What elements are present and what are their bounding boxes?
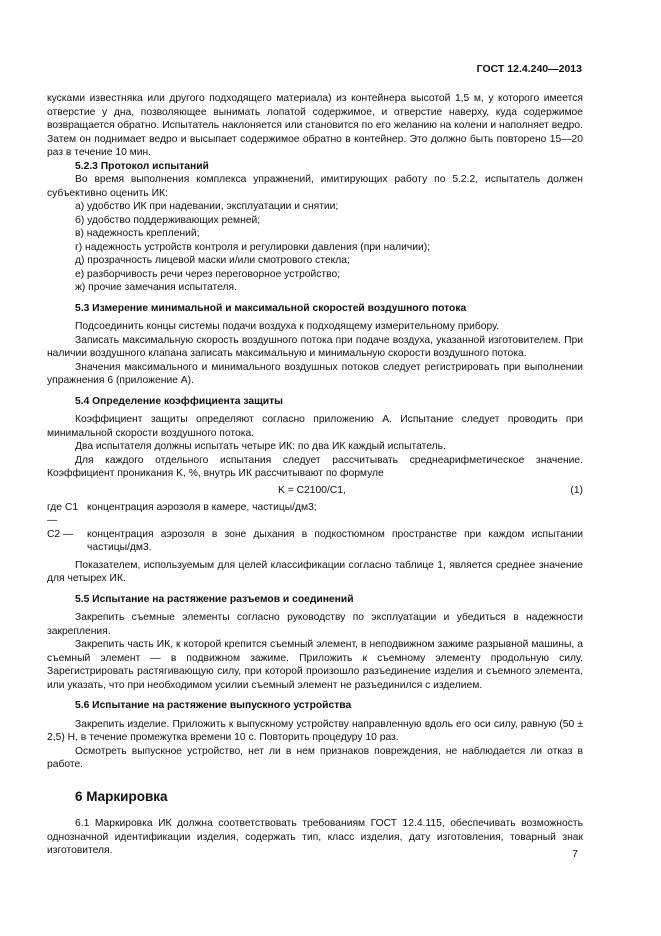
list-item: г) надежность устройств контроля и регулировки давления (при наличии); [75, 241, 430, 253]
list-item: ж) прочие замечания испытателя. [75, 282, 237, 293]
paragraph: Подсоединить концы системы подачи воздуха к подходящему измерительному прибору. [75, 321, 500, 332]
paragraph: Осмотреть выпускное устройство, нет ли в нем признаков повреждения, не наблюдается ли отказ в работе. [47, 745, 583, 770]
paragraph: Показателем, используемым для целей классификации согласно таблице 1, является среднее значение для четырех ИК. [47, 559, 583, 584]
intro-paragraph: кусками известняка или другого подходящего материала) из контейнера высотой 1,5 м, у которого имеется отверстие у дна, позволяющее вынимать лопатой содержимое, и отверстие наверху, куда содержимое возвращается обратно. Испытатель наклоняется или становится по его желанию на колени и наполняет ведро. Затем он поднимает ведро и высыпает содержимое обратно в контейнер. Это должно быть повторено 15—20 раз в течение 10 мин. [47, 93, 583, 158]
formula-legend [47, 501, 583, 555]
document-code: ГОСТ 12.4.240—2013 [476, 63, 582, 75]
section-heading-5-3: 5.3 Измерение минимальной и максимальной скоростей воздушного потока [75, 302, 467, 314]
list-item: в) надежность креплений; [75, 228, 200, 239]
legend-description: концентрация аэрозоля в камере, частицы/дм3; [87, 501, 317, 513]
paragraph: Для каждого отдельного испытания следует рассчитывать среднеарифметическое значение. Коэффициент проникания K, %, внутрь ИК рассчитывают по формуле [47, 454, 583, 479]
formula-1 [47, 483, 583, 499]
section-heading-6: 6 Маркировка [75, 788, 168, 804]
paragraph: Закрепить изделие. Приложить к выпускному устройству направленную вдоль его оси силу, равную (50 ± 2,5) Н, в течение промежутка времени 10 с. Повторить процедуру 10 раз. [47, 718, 583, 743]
paragraph: Во время выполнения комплекса упражнений, имитирующих работу по 5.2.2, испытатель должен субъективно оценить ИК: [47, 174, 583, 199]
list-item: а) удобство ИК при надевании, эксплуатации и снятии; [75, 201, 339, 212]
legend-symbol: где C1 — [47, 501, 79, 526]
list-item: д) прозрачность лицевой маски и/или смотрового стекла; [75, 255, 350, 266]
paragraph: 6.1 Маркировка ИК должна соответствовать требованиям ГОСТ 12.4.115, обеспечивать возможность однозначной идентификации изделия, содержать тип, класс изделия, дату изготовления, товарный знак изготовителя. [47, 818, 583, 856]
section-heading-5-6: 5.6 Испытание на растяжение выпускного устройства [75, 700, 352, 711]
section-heading-5-4: 5.4 Определение коэффициента защиты [75, 395, 283, 407]
section-heading-5-5: 5.5 Испытание на растяжение разъемов и соединений [75, 593, 354, 605]
paragraph: Закрепить часть ИК, к которой крепится съемный элемент, в неподвижном зажиме разрывной машины, а съемный элемент — в подвижном зажиме. Приложить к съемному элементу продольную силу. Зарегистрировать растягивающую силу, при которой произошло разъединение изделия и съемного элемента, или указать, что при необходимом усилии съемный элемент не разъединился с изделием. [47, 639, 583, 691]
list-item: е) разборчивость речи через переговорное устройство; [75, 268, 341, 280]
legend-symbol: C2 — [47, 528, 74, 540]
page-number: 7 [572, 848, 578, 860]
section-heading-5-2-3: 5.2.3 Протокол испытаний [75, 160, 209, 172]
legend-description: концентрация аэрозоля в зоне дыхания в подкостюмном пространстве при каждом испытании частицы/дм3. [87, 528, 583, 553]
page-content [47, 92, 583, 858]
paragraph: Значения максимального и минимального воздушных потоков следует регистрировать при выполнении упражнения 6 (приложение А). [47, 361, 583, 386]
paragraph: Два испытателя должны испытать четыре ИК: по два ИК каждый испытатель. [75, 441, 446, 452]
paragraph: Закрепить съемные элементы согласно руководству по эксплуатации и убедиться в надежности закрепления. [47, 612, 583, 637]
list-item: б) удобство поддерживающих ремней; [75, 214, 261, 226]
formula-expression: K = C2100/C1, [278, 484, 346, 496]
paragraph: Записать максимальную скорость воздушного потока при подаче воздуха, указанной изготовителем. При наличии воздушного клапана записать максимальную и минимальную скорости воздушного потока. [47, 334, 583, 359]
paragraph: Коэффициент защиты определяют согласно приложению А. Испытание следует проводить при минимальной скорости воздушного потока. [47, 414, 583, 439]
formula-number: (1) [570, 484, 583, 496]
